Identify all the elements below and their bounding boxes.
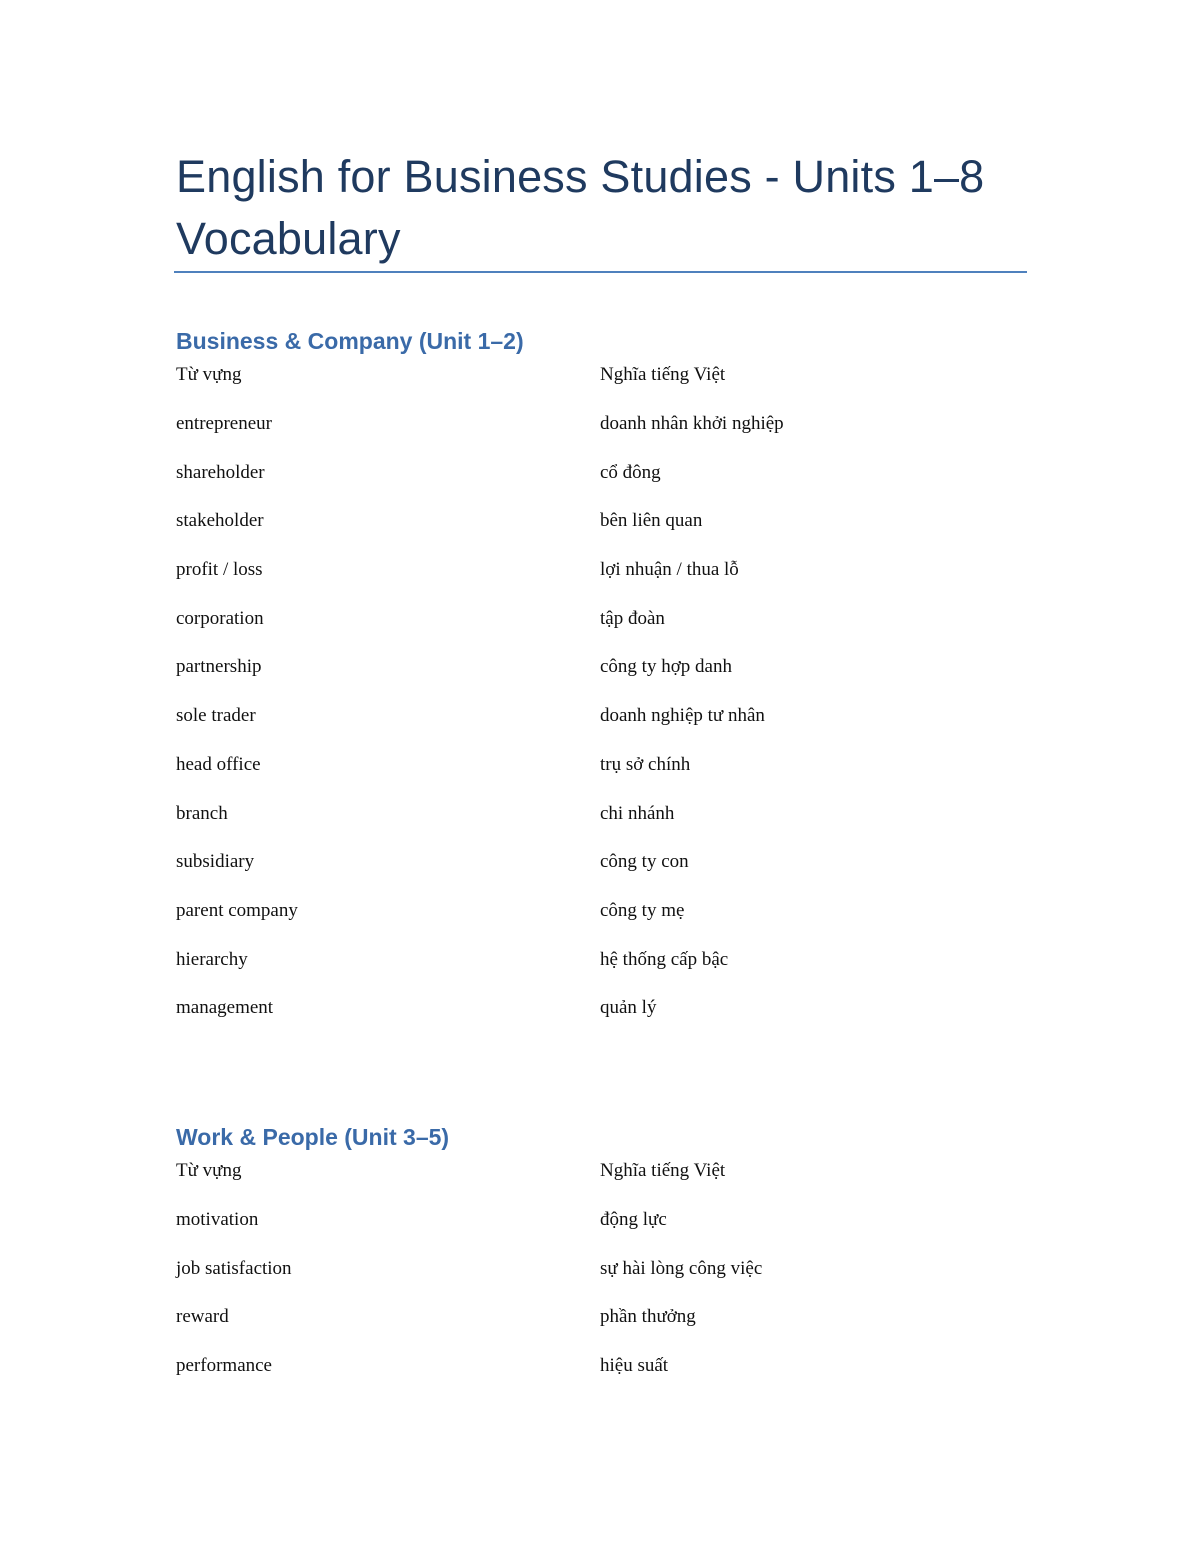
vocab-meaning: lợi nhuận / thua lỗ bbox=[600, 559, 739, 581]
vocab-header-row bbox=[176, 358, 1036, 407]
vocab-meaning: động lực bbox=[600, 1209, 667, 1230]
vocab-row bbox=[176, 991, 1036, 1040]
vocab-meaning: công ty con bbox=[600, 851, 689, 873]
vocab-meaning: công ty mẹ bbox=[600, 899, 685, 921]
vocab-term: partnership bbox=[176, 656, 262, 678]
title-underline bbox=[174, 271, 1027, 273]
vocab-meaning: hệ thống cấp bậc bbox=[600, 948, 729, 970]
vocab-term: subsidiary bbox=[176, 851, 255, 873]
vocab-term: motivation bbox=[176, 1209, 259, 1230]
vocab-row bbox=[176, 1203, 1036, 1252]
vocab-term: shareholder bbox=[176, 461, 265, 483]
vocab-row bbox=[176, 650, 1036, 699]
vocab-row bbox=[176, 553, 1036, 602]
vocab-term: performance bbox=[176, 1355, 272, 1377]
vocab-term: parent company bbox=[176, 899, 298, 921]
vocab-header-row bbox=[176, 1154, 1036, 1203]
column-header-meaning: Nghĩa tiếng Việt bbox=[600, 364, 726, 385]
vocab-term: reward bbox=[176, 1306, 229, 1328]
vocab-meaning: chi nhánh bbox=[600, 802, 675, 824]
column-header-term: Từ vựng bbox=[176, 1160, 242, 1181]
vocab-meaning: phần thưởng bbox=[600, 1306, 696, 1328]
document-title: English for Business Studies - Units 1–8 Vocabulary bbox=[176, 151, 985, 264]
vocab-meaning: doanh nghiệp tư nhân bbox=[600, 705, 765, 727]
vocab-meaning: quản lý bbox=[600, 997, 657, 1019]
section-heading: Business & Company (Unit 1–2) bbox=[176, 328, 524, 354]
vocab-meaning: trụ sở chính bbox=[600, 753, 691, 775]
vocab-row bbox=[176, 602, 1036, 651]
vocab-term: profit / loss bbox=[176, 559, 263, 581]
vocab-row bbox=[176, 1252, 1036, 1301]
vocab-term: sole trader bbox=[176, 705, 256, 727]
vocab-meaning: sự hài lòng công việc bbox=[600, 1257, 763, 1279]
vocab-row bbox=[176, 1349, 1036, 1398]
vocab-row bbox=[176, 504, 1036, 553]
section-business-company bbox=[176, 324, 1036, 1040]
vocab-row bbox=[176, 699, 1036, 748]
vocab-term: hierarchy bbox=[176, 948, 248, 970]
vocab-row bbox=[176, 943, 1036, 992]
column-header-meaning: Nghĩa tiếng Việt bbox=[600, 1160, 726, 1181]
vocab-row bbox=[176, 748, 1036, 797]
vocab-term: corporation bbox=[176, 607, 264, 629]
vocab-row bbox=[176, 797, 1036, 846]
vocab-meaning: cổ đông bbox=[600, 461, 661, 483]
vocab-meaning: doanh nhân khởi nghiệp bbox=[600, 413, 784, 434]
vocab-row bbox=[176, 456, 1036, 505]
section-work-people bbox=[176, 1120, 1036, 1398]
vocab-term: branch bbox=[176, 802, 228, 824]
vocab-term: job satisfaction bbox=[176, 1257, 292, 1279]
vocab-row bbox=[176, 894, 1036, 943]
vocab-meaning: bên liên quan bbox=[600, 510, 703, 532]
vocab-meaning: công ty hợp danh bbox=[600, 656, 732, 678]
vocab-meaning: tập đoàn bbox=[600, 607, 665, 629]
vocab-row bbox=[176, 1300, 1036, 1349]
vocab-term: management bbox=[176, 997, 274, 1019]
column-header-term: Từ vựng bbox=[176, 364, 242, 385]
section-heading: Work & People (Unit 3–5) bbox=[176, 1124, 450, 1150]
vocab-row bbox=[176, 845, 1036, 894]
vocab-meaning: hiệu suất bbox=[600, 1355, 669, 1377]
vocab-term: head office bbox=[176, 753, 261, 775]
vocab-term: stakeholder bbox=[176, 510, 264, 532]
vocab-row bbox=[176, 407, 1036, 456]
vocab-term: entrepreneur bbox=[176, 413, 272, 434]
